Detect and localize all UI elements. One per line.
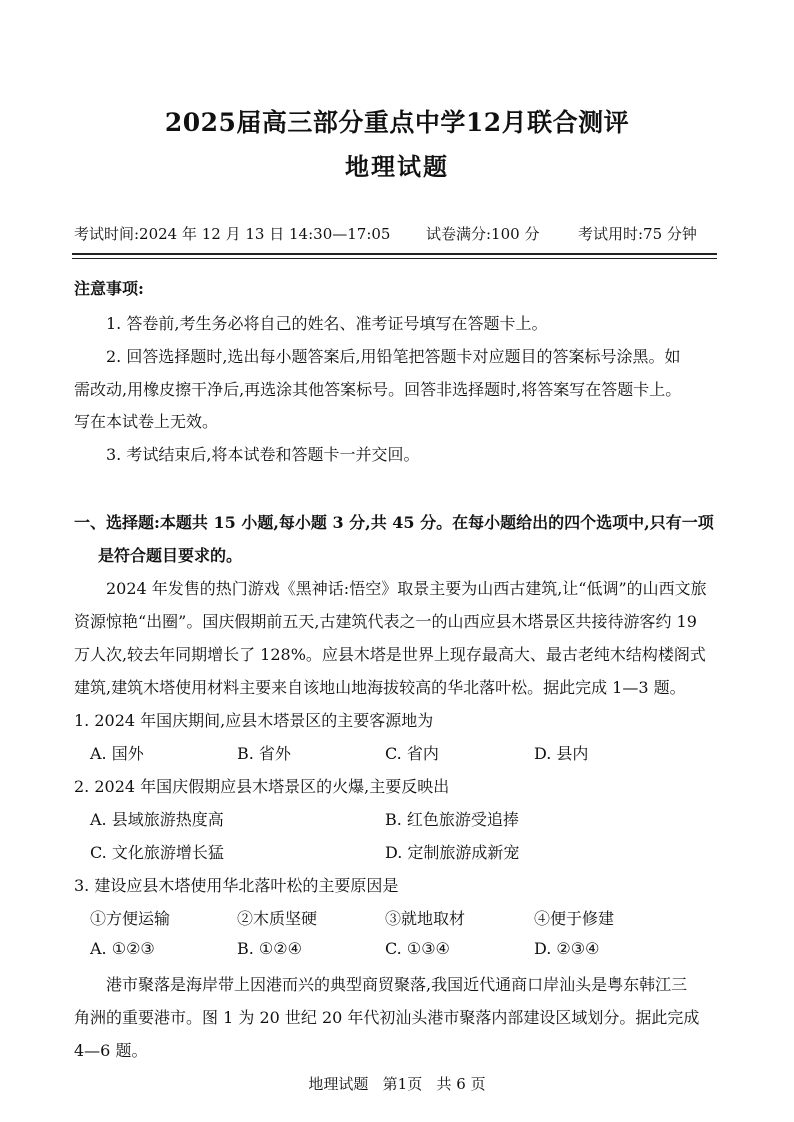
q2-option-a: A. 县域旅游热度高: [90, 810, 224, 829]
full-score: 试卷满分:100 分: [426, 225, 540, 243]
passage-2-line-3: 4—6 题。: [74, 1041, 148, 1060]
passage-1-line-2: 资源惊艳“出圈”。国庆假期前五天,古建筑代表之一的山西应县木塔景区共接待游客约 19: [74, 612, 697, 631]
q3-reason-3: ③就地取材: [385, 909, 466, 928]
passage-1-line-1: 2024 年发售的热门游戏《黑神话:悟空》取景主要为山西古建筑,让“低调”的山西文旅: [106, 579, 707, 598]
page-footer: 地理试题 第1页 共 6 页: [308, 1075, 486, 1093]
exam-title: 2025届高三部分重点中学12月联合测评: [164, 108, 630, 137]
q1-option-d: D. 县内: [534, 744, 589, 763]
q2-option-b: B. 红色旅游受追捧: [385, 810, 519, 829]
q2-stem: 2. 2024 年国庆假期应县木塔景区的火爆,主要反映出: [74, 777, 450, 796]
notice-item-2-line-1: 2. 回答选择题时,选出每小题答案后,用铅笔把答题卡对应题目的答案标号涂黑。如: [106, 347, 681, 366]
q3-option-b: B. ①②④: [237, 939, 302, 958]
q3-reason-2: ②木质坚硬: [237, 909, 318, 928]
q1-stem: 1. 2024 年国庆期间,应县木塔景区的主要客源地为: [74, 711, 434, 730]
notice-item-1: 1. 答卷前,考生务必将自己的姓名、准考证号填写在答题卡上。: [106, 314, 548, 333]
exam-subject: 地理试题: [345, 152, 449, 181]
q3-option-d: D. ②③④: [534, 939, 600, 958]
q3-option-c: C. ①③④: [385, 939, 450, 958]
q3-option-a: A. ①②③: [90, 939, 155, 958]
q2-option-c: C. 文化旅游增长猛: [90, 843, 224, 862]
passage-2-line-1: 港市聚落是海岸带上因港而兴的典型商贸聚落,我国近代通商口岸汕头是粤东韩江三: [106, 975, 688, 994]
q3-reason-1: ①方便运输: [90, 909, 171, 928]
notice-heading: 注意事项:: [74, 279, 144, 298]
section-1-heading-line-2: 是符合题目要求的。: [98, 546, 243, 565]
q3-stem: 3. 建设应县木塔使用华北落叶松的主要原因是: [74, 876, 399, 895]
q1-option-a: A. 国外: [90, 744, 144, 763]
passage-1-line-3: 万人次,较去年同期增长了 128%。应县木塔是世界上现存最高大、最古老纯木结构楼阁式: [74, 645, 706, 664]
q3-reason-4: ④便于修建: [534, 909, 615, 928]
header-rule-thick: [72, 253, 717, 255]
exam-time: 考试时间:2024 年 12 月 13 日 14:30—17:05: [74, 225, 391, 243]
notice-item-2-line-3: 写在本试卷上无效。: [74, 412, 219, 431]
q1-option-c: C. 省内: [385, 744, 439, 763]
exam-duration: 考试用时:75 分钟: [578, 225, 697, 243]
q2-option-d: D. 定制旅游成新宠: [385, 843, 520, 862]
passage-1-line-4: 建筑,建筑木塔使用材料主要来自该地山地海拔较高的华北落叶松。据此完成 1—3 题。: [74, 678, 686, 697]
q1-option-b: B. 省外: [237, 744, 291, 763]
header-rule-thin: [72, 258, 717, 259]
section-1-heading-line-1: 一、选择题:本题共 15 小题,每小题 3 分,共 45 分。在每小题给出的四个选项中,只有一项: [74, 513, 714, 532]
notice-item-3: 3. 考试结束后,将本试卷和答题卡一并交回。: [106, 445, 420, 464]
notice-item-2-line-2: 需改动,用橡皮擦干净后,再选涂其他答案标号。回答非选择题时,将答案写在答题卡上。: [74, 380, 682, 399]
passage-2-line-2: 角洲的重要港市。图 1 为 20 世纪 20 年代初汕头港市聚落内部建设区域划分。据此完成: [74, 1008, 700, 1027]
